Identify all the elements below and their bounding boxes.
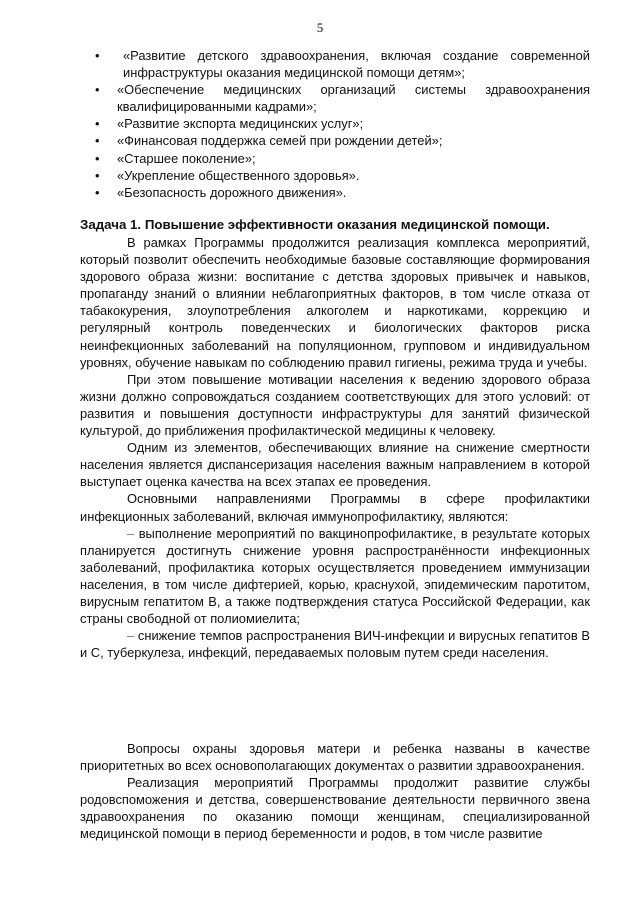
- list-item: • «Развитие экспорта медицинских услуг»;: [95, 115, 590, 132]
- list-item: • «Укрепление общественного здоровья».: [95, 167, 590, 184]
- paragraph: При этом повышение мотивации населения к ведению здорового образа жизни должно сопровождаться созданием соответствующих для этого условий: от развития и повышения доступности инфраструктуры для занятий физической культурой, до приближения профилактической медицины к человеку.: [80, 371, 590, 439]
- task-heading: Задача 1. Повышение эффективности оказания медицинской помощи.: [80, 217, 550, 232]
- list-item: • «Развитие детского здравоохранения, включая создание современной инфраструктуры оказания медицинской помощи детям»;: [95, 47, 590, 81]
- section-prevention: [80, 234, 590, 661]
- paragraph: Основными направлениями Программы в сфере профилактики инфекционных заболеваний, включая иммунопрофилактику, являются:: [80, 491, 590, 524]
- paragraph: Одним из элементов, обеспечивающих влияние на снижение смертности населения является диспансеризация населения важным направлением в которой выступает оценка качества на всех этапах ее проведения.: [80, 440, 590, 490]
- dash-item: [80, 525, 590, 628]
- program-list: [95, 47, 590, 201]
- section-maternity: [80, 740, 590, 843]
- dash-marker: –: [127, 628, 135, 644]
- page-number: 5: [316, 20, 324, 35]
- dash-item-text: снижение темпов распространения ВИЧ-инфекции и вирусных гепатитов B и C, туберкулеза, инфекций, передаваемых половым путем среди населения.: [80, 628, 590, 661]
- paragraph: В рамках Программы продолжится реализация комплекса мероприятий, который позволит обеспечить необходимые базовые составляющие формирования здорового образа жизни: воспитание с детства здоровых привычек и навыков, пропаганду знаний о влиянии неблагоприятных факторов, в том числе отказа от табакокурения, злоупотребления алкоголем и наркотиками, коррекцию и регулярный контроль поведенческих и биологических факторов риска неинфекционных заболеваний на популяционном, групповом и индивидуальном уровнях, обучение навыкам по соблюдению правил гигиены, режима труда и учебы.: [80, 235, 590, 370]
- list-item: • «Старшее поколение»;: [95, 150, 590, 167]
- dash-item-text: выполнение мероприятий по вакцинопрофилактике, в результате которых планируется достигнуть снижение уровня распространённости инфекционных заболеваний, профилактика которых осуществляется проведением иммунизации населения, в том числе дифтерией, корью, краснухой, эпидемическим паротитом, вирусным гепатитом B, а также подтверждения статуса Российской Федерации, как страны свободной от полиомиелита;: [80, 525, 590, 627]
- list-item: • «Финансовая поддержка семей при рождении детей»;: [95, 132, 590, 149]
- paragraph: Вопросы охраны здоровья матери и ребенка названы в качестве приоритетных во всех основополагающих документах о развитии здравоохранения.: [80, 741, 590, 774]
- list-item: • «Безопасность дорожного движения».: [95, 184, 590, 201]
- paragraph: Реализация мероприятий Программы продолжит развитие службы родовспоможения и детства, совершенствование деятельности первичного звена здравоохранения по оказанию помощи женщинам, специализированной медицинской помощи в период беременности и родов, в том числе развитие: [80, 775, 590, 842]
- list-item: • «Обеспечение медицинских организаций системы здравоохранения квалифицированными кадрами»;: [95, 81, 590, 115]
- dash-item: [80, 627, 590, 661]
- dash-marker: –: [127, 525, 135, 541]
